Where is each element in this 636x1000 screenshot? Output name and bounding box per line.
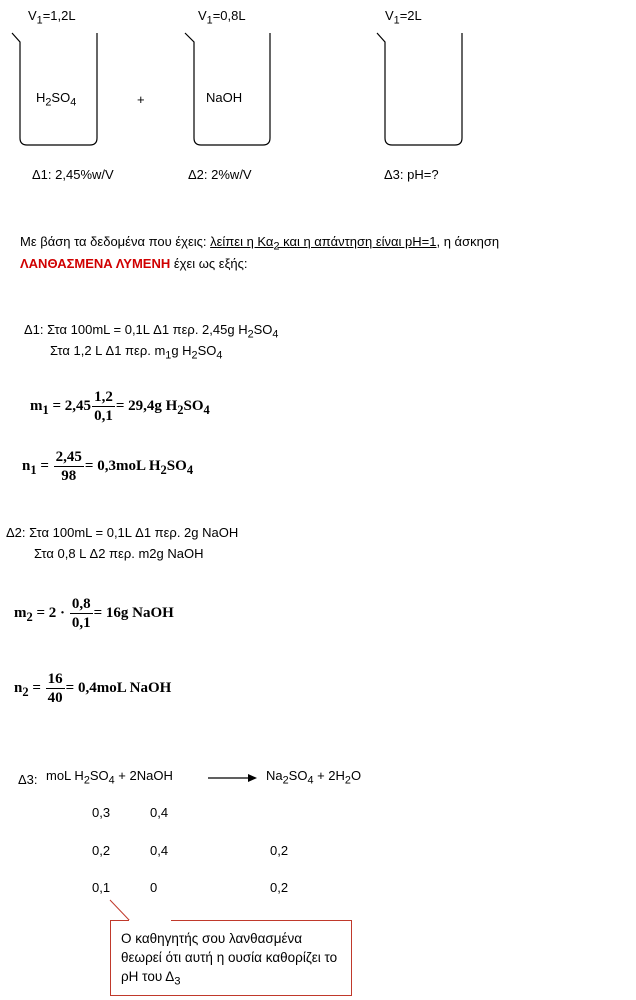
row-3-product: 0,2	[270, 880, 289, 895]
beaker-3-volume: $V_1=2L$	[385, 8, 422, 27]
intro-line-1: Με βάση τα δεδομένα που έχεις: λείπει η $K\alpha_2$ και η απάντηση είναι pH=1, η άσκηση	[20, 234, 500, 253]
intro-line-2: ΛΑΝΘΑΣΜΕΝΑ ΛΥΜΕΝΗ έχει ως εξής:	[20, 256, 248, 271]
beaker-2-content: NaOH	[206, 90, 243, 105]
beaker-2-solution: Δ2: 2%w/V	[188, 167, 252, 182]
beaker-3	[377, 33, 462, 145]
reaction-arrow-icon	[208, 772, 258, 784]
row-3-h2so4: 0,1	[92, 880, 111, 895]
plus-sign: +	[137, 92, 145, 107]
equation-m1: $m_1 = 2,45$ $\frac{1,2}{0,1}$ = 29,4g $H_2SO_4$	[30, 389, 210, 424]
beaker-2	[185, 33, 270, 145]
row-2-h2so4: 0,2	[92, 843, 111, 858]
equation-m2: $m_2 = 2$ · $\frac{0,8}{0,1}$ = 16g NaOH	[14, 596, 174, 631]
beaker-2-volume: $V_1=0,8L$	[198, 8, 246, 27]
row-2-product: 0,2	[270, 843, 289, 858]
d2-line-2: Στα 0,8 L Δ2 περ. m2g NaOH	[34, 546, 204, 561]
d3-label: Δ3:	[18, 772, 38, 787]
beaker-1-solution: Δ1: 2,45%w/V	[32, 167, 114, 182]
d2-line-1: Δ2: Στα 100mL = 0,1L Δ1 περ. 2g NaOH	[6, 525, 239, 540]
beaker-1	[12, 33, 97, 145]
reaction-reactants: moL $H_2SO_4$ + 2NaOH	[46, 768, 173, 787]
d1-line-1: Δ1: Στα 100mL = 0,1L Δ1 περ. 2,45g $H_2SO_4$	[24, 322, 279, 341]
callout-pointer	[108, 898, 188, 924]
row-3-naoh: 0	[150, 880, 158, 895]
row-1-naoh: 0,4	[150, 805, 169, 820]
beaker-3-solution: Δ3: pH=?	[384, 167, 439, 182]
row-1-h2so4: 0,3	[92, 805, 111, 820]
intro-underlined: λείπει η $K\alpha_2$ και η απάντηση είναι pH=1	[210, 234, 437, 253]
equation-n2: $n_2$ = $\frac{16}{40}$ = 0,4moL NaOH	[14, 671, 172, 706]
reaction-products: $Na_2SO_4 + 2H_2O$	[266, 768, 362, 787]
d1-line-2: Στα 1,2 L Δ1 περ. $m_1g$ $H_2SO_4$	[50, 343, 223, 362]
beaker-1-volume: $V_1=1,2L$	[28, 8, 76, 27]
equation-n1: $n_1$ = $\frac{2,45}{98}$ = 0,3moL $H_2SO_4$	[22, 449, 194, 484]
beaker-1-content: $H_2SO_4$	[36, 90, 77, 109]
row-2-naoh: 0,4	[150, 843, 169, 858]
teacher-error-callout: Ο καθηγητής σου λανθασμένα θεωρεί ότι αυτή η ουσία καθορίζει το ρΗ του $\Delta_3$	[110, 920, 352, 996]
wrong-solution-label: ΛΑΝΘΑΣΜΕΝΑ ΛΥΜΕΝΗ	[20, 256, 171, 271]
